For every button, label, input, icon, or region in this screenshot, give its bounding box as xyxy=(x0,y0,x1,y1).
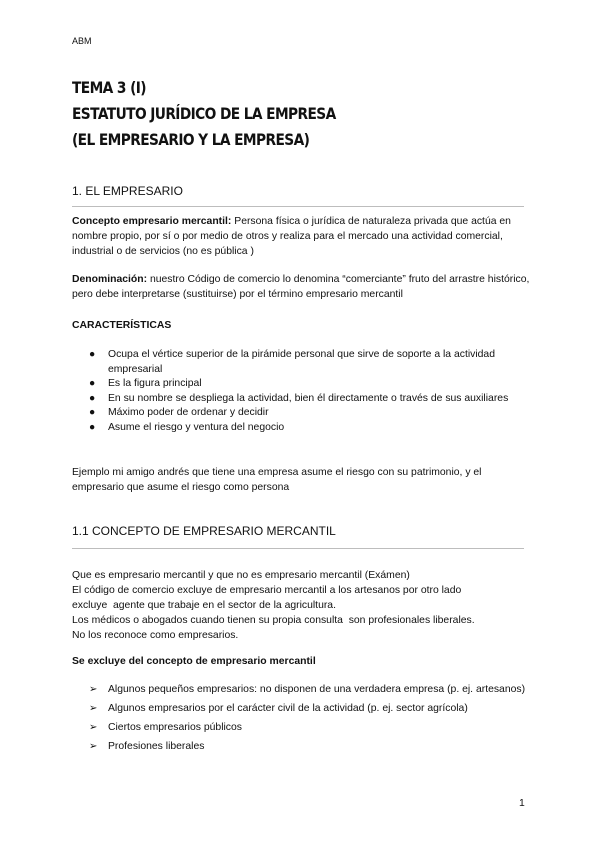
arrow-bullet-icon: ➢ xyxy=(89,722,98,733)
author-initials: ABM xyxy=(72,36,92,46)
concepto-label: Concepto empresario mercantil: xyxy=(72,216,232,227)
title-line-2: ESTATUTO JURÍDICO DE LA EMPRESA xyxy=(72,104,336,123)
arrow-bullet-icon: ➢ xyxy=(89,703,98,714)
excluidos-list xyxy=(72,683,532,759)
arrow-bullet-icon: ➢ xyxy=(89,684,98,695)
list-item xyxy=(72,377,532,392)
bullet-icon: ● xyxy=(89,392,96,404)
text-line: No los reconoce como empresarios. xyxy=(72,630,239,641)
list-item xyxy=(72,392,532,407)
list-item xyxy=(72,421,532,436)
caracteristicas-heading: CARACTERÍSTICAS xyxy=(72,320,172,331)
denominacion-text: nuestro Código de comercio lo denomina “comerciante” fruto del arrastre histórico, pero debe interpretarse (sustituirse) por el término empresario mercantil xyxy=(72,274,530,300)
list-item-text: Ciertos empresarios públicos xyxy=(108,722,242,733)
list-item-text: Algunos pequeños empresarios: no disponen de una verdadera empresa (p. ej. artesanos) xyxy=(108,684,526,695)
section-heading-concepto-empresario-mercantil: 1.1 CONCEPTO DE EMPRESARIO MERCANTIL xyxy=(72,524,336,538)
concepto-text: Persona física o jurídica de naturaleza privada que actúa en nombre propio, por sí o por medio de otros y realiza para el mercado una actividad comercial, industrial o de servicios (no es pública ) xyxy=(72,216,511,257)
list-item xyxy=(72,348,532,377)
list-item-text: Ocupa el vértice superior de la pirámide personal que sirve de soporte a la actividad empresarial xyxy=(108,349,495,375)
list-item xyxy=(72,702,532,717)
page-number: 1 xyxy=(519,798,525,809)
section-heading-el-empresario: 1. EL EMPRESARIO xyxy=(72,184,183,198)
list-item-text: Es la figura principal xyxy=(108,378,202,389)
section-divider xyxy=(72,548,524,549)
section-divider xyxy=(72,206,524,207)
excluye-heading: Se excluye del concepto de empresario mercantil xyxy=(72,656,316,667)
denominacion-label: Denominación: xyxy=(72,274,148,285)
text-line: El código de comercio excluye de empresario mercantil a los artesanos por otro lado xyxy=(72,585,462,596)
bullet-icon: ● xyxy=(89,378,96,389)
paragraph-concepto xyxy=(72,214,534,259)
list-item-text: Algunos empresarios por el carácter civil de la actividad (p. ej. sector agrícola) xyxy=(108,703,468,714)
list-item-text: Asume el riesgo y ventura del negocio xyxy=(108,421,285,433)
arrow-bullet-icon: ➢ xyxy=(89,741,98,752)
list-item-text: Profesiones liberales xyxy=(108,741,205,752)
list-item xyxy=(72,740,532,755)
list-item xyxy=(72,683,532,698)
title-line-1: TEMA 3 (I) xyxy=(72,78,146,97)
paragraph-denominacion xyxy=(72,272,534,302)
caracteristicas-list xyxy=(72,348,532,435)
list-item-text: En su nombre se despliega la actividad, bien él directamente o través de sus auxiliares xyxy=(108,392,509,404)
bullet-icon: ● xyxy=(89,421,96,433)
text-line: excluye agente que trabaje en el sector de la agricultura. xyxy=(72,600,336,611)
list-item xyxy=(72,721,532,736)
paragraph-concepto-explicacion xyxy=(72,568,534,643)
list-item-text: Máximo poder de ordenar y decidir xyxy=(108,407,269,418)
paragraph-ejemplo: Ejemplo mi amigo andrés que tiene una empresa asume el riesgo con su patrimonio, y el empresario que asume el riesgo como persona xyxy=(72,467,482,493)
bullet-icon: ● xyxy=(89,349,96,360)
list-item xyxy=(72,406,532,421)
text-line: Los médicos o abogados cuando tienen su propia consulta son profesionales liberales. xyxy=(72,615,475,626)
bullet-icon: ● xyxy=(89,407,96,418)
text-line: Que es empresario mercantil y que no es empresario mercantil (Exámen) xyxy=(72,570,410,581)
document-title xyxy=(72,75,476,153)
title-line-3: (EL EMPRESARIO Y LA EMPRESA) xyxy=(72,130,310,149)
